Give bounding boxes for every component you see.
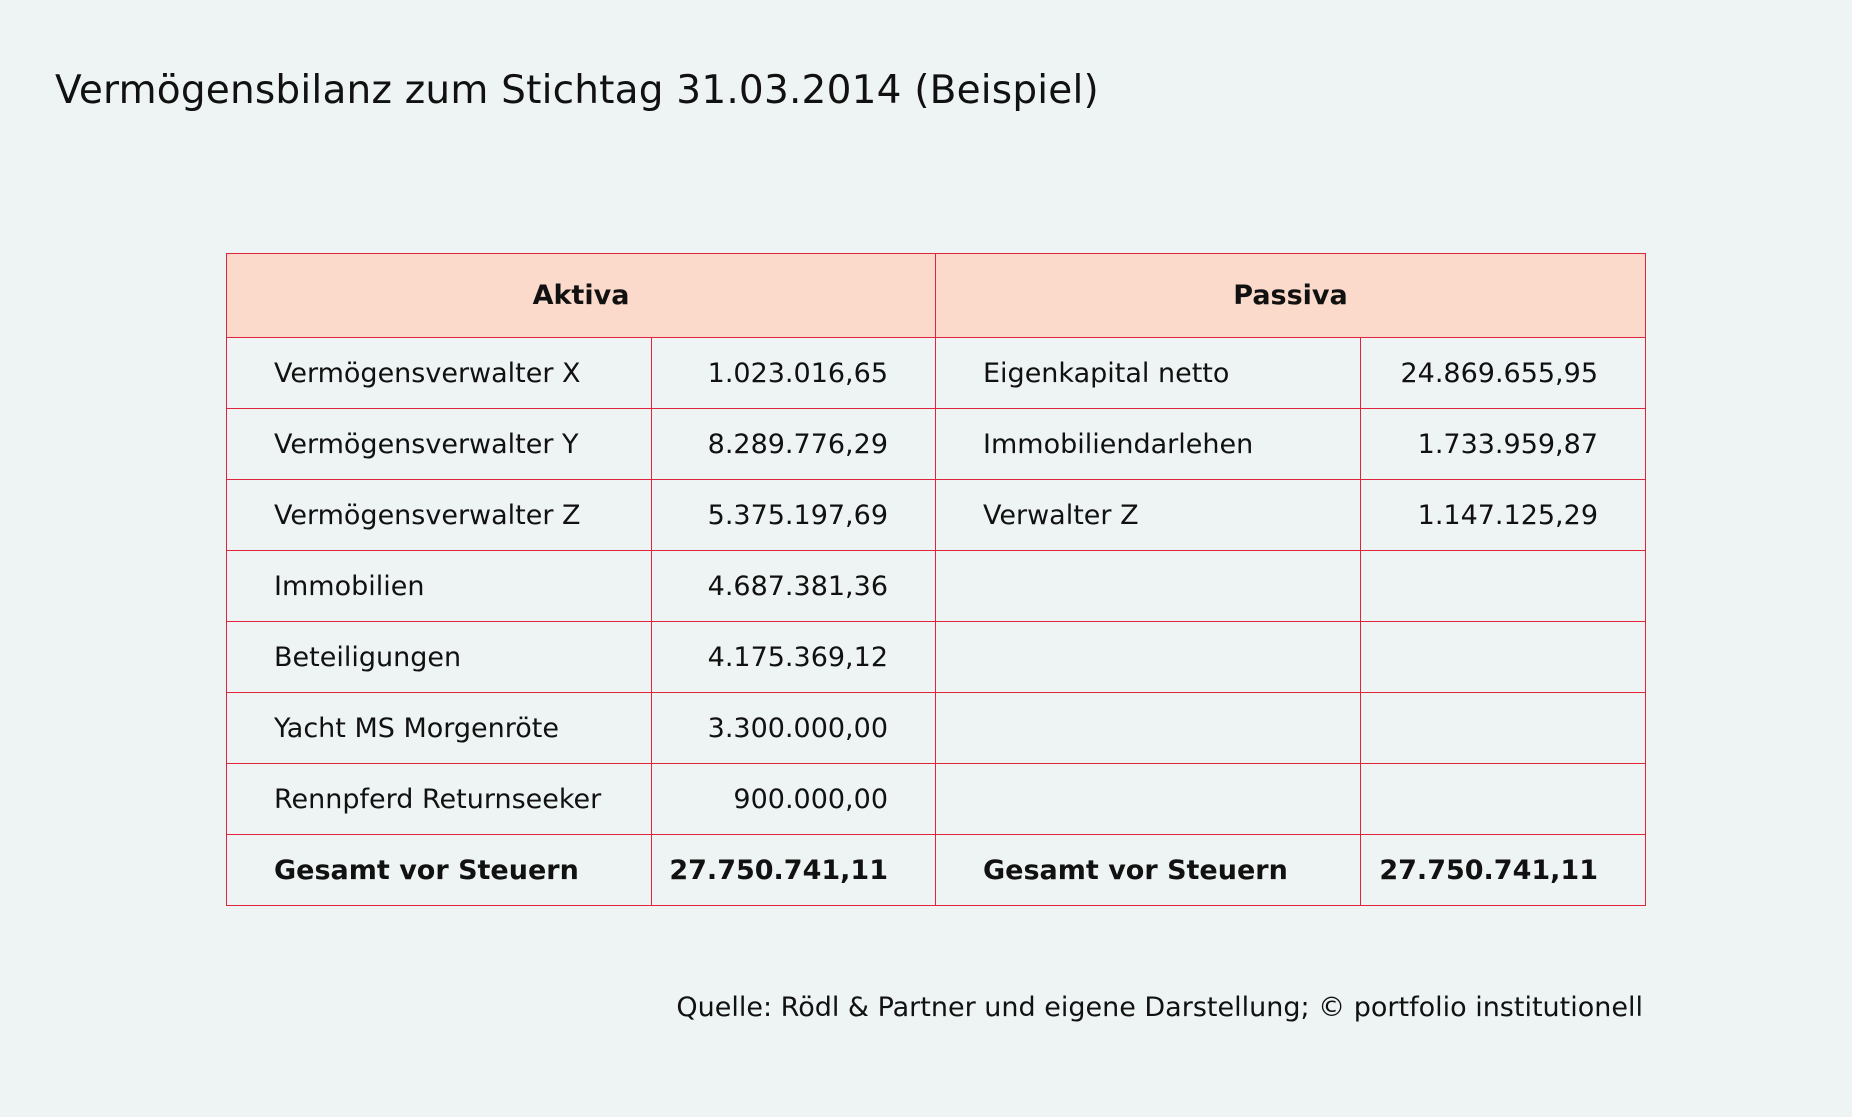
passiva-label [936,693,1361,764]
passiva-label [936,551,1361,622]
passiva-label: Immobiliendarlehen [936,409,1361,480]
balance-sheet-table [226,253,1646,906]
aktiva-label: Immobilien [227,551,652,622]
passiva-value: 1.733.959,87 [1361,409,1646,480]
aktiva-value: 1.023.016,65 [652,338,936,409]
aktiva-value: 3.300.000,00 [652,693,936,764]
table-row [227,551,1646,622]
aktiva-label: Vermögensverwalter Y [227,409,652,480]
table-row [227,409,1646,480]
aktiva-value: 4.687.381,36 [652,551,936,622]
header-passiva: Passiva [936,254,1646,338]
passiva-label [936,622,1361,693]
passiva-total-value: 27.750.741,11 [1361,835,1646,906]
passiva-label [936,764,1361,835]
aktiva-label: Beteiligungen [227,622,652,693]
aktiva-value: 5.375.197,69 [652,480,936,551]
table-row [227,764,1646,835]
table-row [227,480,1646,551]
aktiva-label: Yacht MS Morgenröte [227,693,652,764]
page-title: Vermögensbilanz zum Stichtag 31.03.2014 (Beispiel) [55,68,1099,113]
passiva-total-label: Gesamt vor Steuern [936,835,1361,906]
table-header-row [227,254,1646,338]
table-row [227,693,1646,764]
aktiva-value: 4.175.369,12 [652,622,936,693]
passiva-value [1361,622,1646,693]
passiva-label: Verwalter Z [936,480,1361,551]
aktiva-total-label: Gesamt vor Steuern [227,835,652,906]
source-note: Quelle: Rödl & Partner und eigene Darstellung; © portfolio institutionell [676,992,1643,1023]
table-row [227,622,1646,693]
passiva-value: 24.869.655,95 [1361,338,1646,409]
aktiva-value: 900.000,00 [652,764,936,835]
header-aktiva: Aktiva [227,254,936,338]
aktiva-label: Vermögensverwalter X [227,338,652,409]
aktiva-total-value: 27.750.741,11 [652,835,936,906]
aktiva-value: 8.289.776,29 [652,409,936,480]
passiva-label: Eigenkapital netto [936,338,1361,409]
passiva-value [1361,764,1646,835]
table-row [227,338,1646,409]
aktiva-label: Vermögensverwalter Z [227,480,652,551]
passiva-value [1361,551,1646,622]
aktiva-label: Rennpferd Returnseeker [227,764,652,835]
total-row [227,835,1646,906]
passiva-value [1361,693,1646,764]
passiva-value: 1.147.125,29 [1361,480,1646,551]
